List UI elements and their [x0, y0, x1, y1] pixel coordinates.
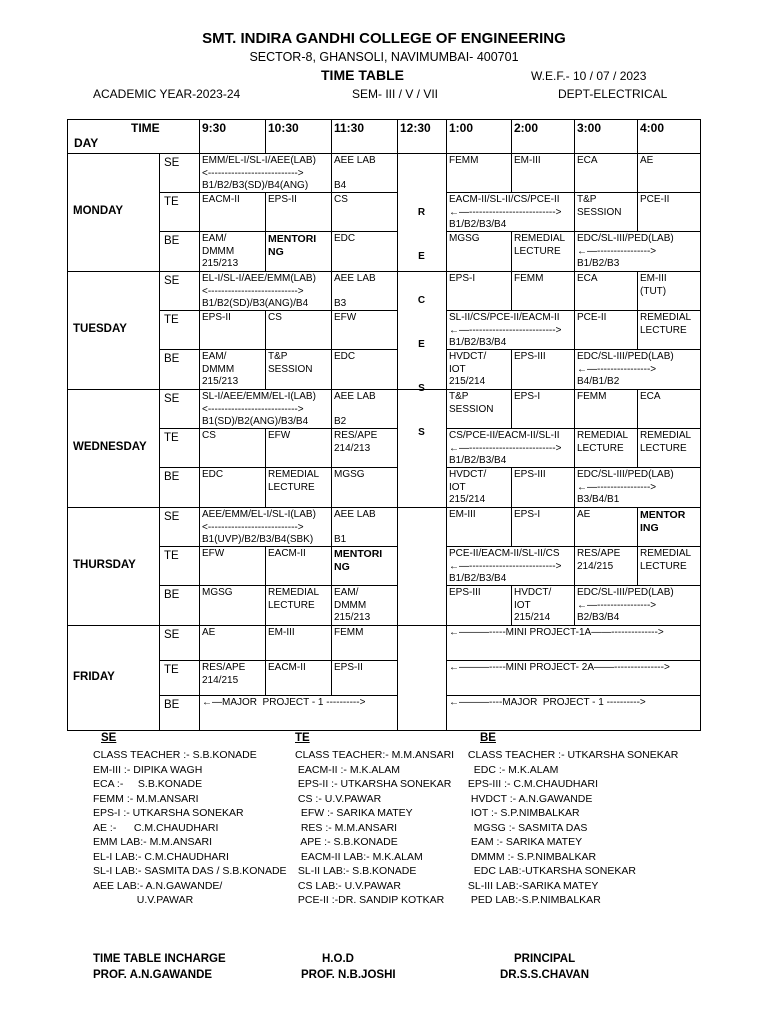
timetable-cell: PCE-II [577, 312, 607, 323]
timetable-cell: MGSG [334, 469, 365, 480]
legend-line: RES :- M.M.ANSARI [295, 821, 398, 834]
timetable-cell: EACM-II [202, 194, 240, 205]
year-label: TE [164, 196, 179, 208]
timetable-cell: EDC [334, 233, 356, 244]
timetable-cell: EDC [202, 469, 224, 480]
legend-line: CLASS TEACHER :- UTKARSHA SONEKAR [465, 749, 679, 761]
cell-line [199, 192, 200, 231]
cell-line [199, 271, 200, 310]
legend-line: EFW :- SARIKA MATEY [295, 807, 413, 819]
cell-line [574, 389, 575, 428]
legend-line: ECA :- S.B.KONADE [93, 778, 203, 790]
timetable-cell: EDC [334, 351, 356, 362]
year-col-line [159, 507, 160, 625]
cell-line [199, 153, 200, 192]
cell-line [511, 153, 512, 192]
timetable-cell: EAM/ DMMM 215/213 [202, 233, 239, 269]
cell-line [511, 585, 512, 625]
cell-line [574, 231, 575, 271]
row-line [446, 192, 700, 193]
cell-line [199, 349, 200, 389]
legend-se-list [93, 748, 287, 908]
timetable-cell: EM-III [268, 627, 295, 638]
cell-line [637, 271, 638, 310]
header-col-line [511, 119, 512, 153]
header-col-line [265, 119, 266, 153]
cell-line [637, 192, 638, 231]
cell-line [331, 389, 332, 428]
legend-line: SL-I LAB:- SASMITA DAS / S.B.KONADE [93, 865, 287, 877]
legend-line: CLASS TEACHER:- M.M.ANSARI [295, 749, 455, 761]
cell-line [331, 467, 332, 507]
legend-line: EDC LAB:-UTKARSHA SONEKAR [465, 865, 636, 877]
timetable-cell: CS/PCE-II/EACM-II/SL-II ←—--------------------------> B1/B2/B3/B4 [449, 430, 562, 466]
day-separator [67, 625, 700, 626]
cell-line [265, 660, 266, 695]
header-col-line [199, 119, 200, 153]
cell-line [574, 507, 575, 546]
cell-line [331, 271, 332, 310]
cell-line [265, 546, 266, 585]
cell-line [331, 349, 332, 389]
timetable-cell: MENTORI NG [334, 548, 383, 573]
cell-line [331, 192, 332, 231]
day-separator [67, 271, 700, 272]
timetable-cell: EPS-III [514, 469, 546, 480]
row-line [159, 695, 397, 696]
legend-be-list [465, 748, 678, 908]
incharge-title: TIME TABLE INCHARGE [93, 953, 226, 965]
cell-line [199, 625, 200, 660]
timetable-cell: CS [334, 194, 348, 205]
cell-line [637, 546, 638, 585]
row-line [159, 192, 397, 193]
timetable-cell: AEE/EMM/EL-I/SL-I(LAB) <---------------------------> B1(UVP)/B2/B3/B4(SBK) [202, 509, 316, 545]
cell-line [574, 153, 575, 192]
legend-line: SL-II LAB:- S.B.KONADE [295, 865, 417, 877]
timetable-cell: EPS-II [268, 194, 297, 205]
legend-line: EL-I LAB:- C.M.CHAUDHARI [93, 850, 229, 863]
cell-line [574, 467, 575, 507]
header-time-slot: 1:00 [449, 121, 474, 135]
row-line [159, 546, 397, 547]
timetable-cell: AEE LAB B4 [334, 155, 376, 191]
timetable-cell: T&P SESSION [577, 194, 622, 218]
semester: SEM- III / V / VII [352, 87, 439, 101]
table-border-left [67, 119, 68, 730]
timetable-cell: FEMM [449, 155, 479, 166]
principal-title: PRINCIPAL [514, 953, 576, 965]
timetable-cell: EFW [334, 312, 357, 323]
timetable-cell: RES/APE 214/215 [202, 662, 246, 686]
timetable-cell: SL-II/CS/PCE-II/EACM-II ←—--------------------------> B1/B2/B3/B4 [449, 312, 562, 348]
legend-line: U.V.PAWAR [93, 894, 194, 906]
year-label: BE [164, 589, 180, 601]
legend-line: EAM :- SARIKA MATEY [465, 836, 583, 848]
page-title: TIME TABLE [321, 67, 404, 83]
timetable-cell: MGSG [449, 233, 480, 244]
timetable-cell: EAM/ DMMM 215/213 [202, 351, 239, 387]
timetable-cell: ←———-----MINI PROJECT- 2A——---------------> [449, 662, 670, 673]
timetable-cell: EACM-II [268, 548, 306, 559]
year-label: SE [164, 275, 180, 287]
legend-line: AE :- C.M.CHAUDHARI [93, 821, 219, 834]
timetable-cell: EFW [268, 430, 291, 441]
legend-line: CS LAB:- U.V.PAWAR [295, 879, 401, 892]
timetable-cell: EAM/ DMMM 215/213 [334, 587, 371, 623]
timetable-cell: EPS-I [514, 509, 541, 520]
timetable-cell: AEE LAB B1 [334, 509, 376, 545]
header-col-line [331, 119, 332, 153]
day-label: FRIDAY [73, 670, 115, 683]
cell-line [637, 153, 638, 192]
cell-line [331, 153, 332, 192]
header-time-slot: 10:30 [268, 121, 299, 135]
row-line [446, 546, 700, 547]
timetable-cell: EPS-II [202, 312, 231, 323]
cell-line [331, 428, 332, 467]
cell-line [265, 310, 266, 349]
recess-letter: R [417, 207, 426, 218]
row-line [159, 310, 397, 311]
principal-name: DR.S.S.CHAVAN [500, 969, 590, 981]
legend-te-list [295, 748, 454, 908]
recess-letter: S [418, 427, 425, 438]
timetable-cell: REMEDIAL LECTURE [640, 312, 692, 336]
hod-name: PROF. N.B.JOSHI [301, 969, 396, 981]
timetable-cell: HVDCT/ IOT 215/214 [514, 587, 552, 623]
header-time-label: TIME [131, 121, 160, 135]
recess-letter [397, 381, 446, 401]
header-time-slot: 2:00 [514, 121, 539, 135]
row-line [159, 585, 397, 586]
year-label: TE [164, 664, 179, 676]
timetable-cell: EACM-II/SL-II/CS/PCE-II ←—--------------------------> B1/B2/B3/B4 [449, 194, 562, 230]
legend-line: CS :- U.V.PAWAR [295, 792, 382, 805]
cell-line [574, 585, 575, 625]
legend-line: HVDCT :- A.N.GAWANDE [465, 792, 593, 805]
header-time-slot: 11:30 [334, 121, 365, 135]
legend-be-heading: BE [480, 732, 496, 744]
year-col-line [159, 625, 160, 730]
academic-year: ACADEMIC YEAR-2023-24 [93, 87, 241, 101]
legend-line: EPS-III :- C.M.CHAUDHARI [465, 778, 599, 790]
table-border-bottom [67, 730, 701, 731]
timetable-cell: MGSG [202, 587, 233, 598]
timetable-cell: FEMM [514, 273, 544, 284]
timetable-cell: PCE-II [640, 194, 670, 205]
timetable-cell: MENTOR ING [640, 509, 686, 534]
header-col-line [637, 119, 638, 153]
timetable-cell: ECA [577, 155, 598, 166]
cell-line [331, 546, 332, 585]
cell-line [574, 271, 575, 310]
cell-line [265, 349, 266, 389]
recess-right-border [446, 119, 447, 730]
legend-line: EPS-I :- UTKARSHA SONEKAR [93, 807, 244, 819]
table-border-right [700, 119, 701, 731]
legend-line: CLASS TEACHER :- S.B.KONADE [93, 749, 257, 761]
timetable-cell: EDC/SL-III/PED(LAB) ←—----------------> B2/B3/B4 [577, 587, 674, 623]
timetable-cell: EPS-II [334, 662, 363, 673]
year-label: SE [164, 157, 180, 169]
cell-line [574, 428, 575, 467]
timetable-cell: AEE LAB B3 [334, 273, 376, 309]
cell-line [265, 231, 266, 271]
legend-line: SL-III LAB:-SARIKA MATEY [465, 879, 599, 892]
timetable-cell: EPS-I [449, 273, 476, 284]
year-label: TE [164, 314, 179, 326]
cell-line [199, 467, 200, 507]
timetable-cell: REMEDIAL LECTURE [640, 548, 692, 572]
day-separator [67, 153, 700, 154]
cell-line [331, 310, 332, 349]
row-line [159, 467, 397, 468]
year-label: SE [164, 393, 180, 405]
year-label: SE [164, 511, 180, 523]
timetable-cell: CS [202, 430, 216, 441]
day-separator [67, 507, 700, 508]
legend-line: MGSG :- SASMITA DAS [465, 821, 588, 834]
legend-line: PCE-II :-DR. SANDIP KOTKAR [295, 894, 445, 906]
cell-line [265, 192, 266, 231]
signature-principal [500, 951, 589, 983]
year-label: BE [164, 699, 180, 711]
college-name: SMT. INDIRA GANDHI COLLEGE OF ENGINEERING [202, 30, 566, 47]
timetable-cell: EDC/SL-III/PED(LAB) ←—----------------> B1/B2/B3 [577, 233, 674, 269]
timetable-cell: FEMM [334, 627, 364, 638]
row-line [159, 660, 397, 661]
cell-line [331, 585, 332, 625]
cell-line [199, 389, 200, 428]
cell-line [265, 625, 266, 660]
timetable-cell: CS [268, 312, 282, 323]
timetable-cell: SL-I/AEE/EMM/EL-I(LAB) <---------------------------> B1(SD)/B2(ANG)/B3/B4 [202, 391, 316, 427]
timetable-cell: ←—MAJOR PROJECT - 1 ----------> [202, 697, 366, 708]
cell-line [574, 192, 575, 231]
timetable-cell: REMEDIAL LECTURE [268, 587, 320, 611]
recess-letter: E [418, 339, 425, 350]
timetable-cell: RES/APE 214/213 [334, 430, 378, 454]
row-line [446, 310, 700, 311]
year-label: SE [164, 629, 180, 641]
timetable-cell: EPS-III [514, 351, 546, 362]
header-time-slot: 4:00 [640, 121, 665, 135]
timetable-cell: REMEDIAL LECTURE [577, 430, 629, 454]
timetable-cell: AE [640, 155, 654, 166]
signature-hod [301, 951, 396, 983]
timetable-cell: EDC/SL-III/PED(LAB) ←—----------------> B4/B1/B2 [577, 351, 674, 387]
timetable-cell: MENTORI NG [268, 233, 317, 258]
cell-line [331, 660, 332, 695]
year-col-line [159, 153, 160, 271]
timetable-cell: HVDCT/ IOT 215/214 [449, 469, 487, 505]
year-label: BE [164, 235, 180, 247]
wef-date: W.E.F.- 10 / 07 / 2023 [531, 69, 647, 83]
timetable-cell: T&P SESSION [449, 391, 494, 415]
timetable-cell: PCE-II/EACM-II/SL-II/CS ←—--------------------------> B1/B2/B3/B4 [449, 548, 562, 584]
table-border-top [67, 119, 701, 120]
cell-line [637, 428, 638, 467]
day-label: MONDAY [73, 205, 124, 217]
day-label: TUESDAY [73, 323, 127, 335]
cell-line [574, 546, 575, 585]
timetable-cell: AEE LAB B2 [334, 391, 376, 427]
day-separator [67, 389, 700, 390]
legend-line: EDC :- M.K.ALAM [465, 763, 559, 776]
timetable-cell: EL-I/SL-I/AEE/EMM(LAB) <---------------------------> B1/B2(SD)/B3(ANG)/B4 [202, 273, 316, 309]
year-label: TE [164, 432, 179, 444]
timetable-cell: EMM/EL-I/SL-I/AEE(LAB) <---------------------------> B1/B2/B3(SD)/B4(ANG) [202, 155, 316, 191]
cell-line [511, 467, 512, 507]
timetable-cell: ECA [577, 273, 598, 284]
timetable-cell: EACM-II [268, 662, 306, 673]
cell-line [199, 585, 200, 625]
cell-line [511, 349, 512, 389]
timetable-cell: EM-III [514, 155, 541, 166]
cell-line [199, 546, 200, 585]
legend-line: PED LAB:-S.P.NIMBALKAR [465, 894, 601, 906]
cell-line [574, 310, 575, 349]
legend-line: EACM-II :- M.K.ALAM [295, 763, 401, 776]
timetable-cell: FEMM [577, 391, 607, 402]
legend-line: EM-III :- DIPIKA WAGH [93, 763, 203, 776]
row-line [446, 231, 700, 232]
signature-incharge [93, 951, 226, 983]
timetable-cell: EPS-III [449, 587, 481, 598]
header-time-slot: 12:30 [400, 121, 431, 135]
row-line [446, 695, 700, 696]
header-day-label: DAY [74, 136, 99, 150]
timetable-cell: REMEDIAL LECTURE [640, 430, 692, 454]
hod-title: H.O.D [322, 953, 354, 965]
cell-line [265, 428, 266, 467]
cell-line [511, 231, 512, 271]
legend-line: FEMM :- M.M.ANSARI [93, 792, 199, 805]
legend-line: EACM-II LAB:- M.K.ALAM [295, 850, 423, 863]
cell-line [199, 507, 200, 546]
cell-line [265, 585, 266, 625]
year-label: BE [164, 353, 180, 365]
recess-left-border [397, 119, 398, 730]
header-time-slot: 3:00 [577, 121, 602, 135]
cell-line [331, 625, 332, 660]
legend-line: AEE LAB:- A.N.GAWANDE/ [93, 879, 223, 892]
recess-letter: C [417, 295, 426, 306]
year-label: BE [164, 471, 180, 483]
legend-line: APE :- S.B.KONADE [295, 836, 398, 848]
timetable-cell: REMEDIAL LECTURE [514, 233, 566, 257]
cell-line [511, 507, 512, 546]
legend-line: EPS-II :- UTKARSHA SONEKAR [295, 778, 452, 790]
timetable-cell: EPS-I [514, 391, 541, 402]
legend-line: DMMM :- S.P.NIMBALKAR [465, 850, 597, 863]
timetable-cell: ←———----MAJOR PROJECT - 1 ----------> [449, 697, 646, 708]
day-label: WEDNESDAY [73, 441, 147, 453]
timetable-cell: AE [202, 627, 216, 638]
row-line [159, 428, 397, 429]
legend-te-heading: TE [295, 732, 310, 744]
timetable-cell: ←———-----MINI PROJECT-1A——--------------> [449, 627, 664, 638]
cell-line [331, 507, 332, 546]
timetable-cell: RES/APE 214/215 [577, 548, 621, 572]
timetable-cell: T&P SESSION [268, 351, 313, 375]
year-col-line [159, 389, 160, 507]
row-line [446, 467, 700, 468]
timetable-cell: HVDCT/ IOT 215/214 [449, 351, 487, 387]
recess-letter: E [418, 251, 425, 262]
cell-line [637, 507, 638, 546]
day-label: THURSDAY [73, 559, 136, 571]
timetable-cell: REMEDIAL LECTURE [268, 469, 320, 493]
header-col-line [574, 119, 575, 153]
cell-line [265, 467, 266, 507]
cell-line [637, 389, 638, 428]
row-line [159, 231, 397, 232]
row-line [446, 428, 700, 429]
timetable-cell: EM-III [449, 509, 476, 520]
legend-se-heading: SE [101, 732, 117, 744]
cell-line [574, 349, 575, 389]
timetable-cell: ECA [640, 391, 661, 402]
timetable-cell: EM-III (TUT) [640, 273, 667, 297]
cell-line [637, 310, 638, 349]
cell-line [511, 389, 512, 428]
department: DEPT-ELECTRICAL [558, 87, 668, 101]
cell-line [511, 271, 512, 310]
cell-line [199, 660, 200, 695]
header-time-slot: 9:30 [202, 121, 227, 135]
row-line [446, 585, 700, 586]
legend-line: IOT :- S.P.NIMBALKAR [465, 807, 580, 819]
row-line [446, 660, 700, 661]
legend-line: EMM LAB:- M.M.ANSARI [93, 836, 213, 848]
cell-line [331, 231, 332, 271]
cell-line [199, 310, 200, 349]
timetable-cell: EDC/SL-III/PED(LAB) ←—----------------> B3/B4/B1 [577, 469, 674, 505]
row-line [159, 349, 397, 350]
row-line [446, 349, 700, 350]
incharge-name: PROF. A.N.GAWANDE [93, 969, 213, 981]
timetable-cell: AE [577, 509, 591, 520]
cell-line [199, 695, 200, 730]
college-address: SECTOR-8, GHANSOLI, NAVIMUMBAI- 400701 [249, 50, 519, 64]
cell-line [199, 428, 200, 467]
cell-line [199, 231, 200, 271]
year-col-line [159, 271, 160, 389]
timetable-cell: EFW [202, 548, 225, 559]
year-label: TE [164, 550, 179, 562]
